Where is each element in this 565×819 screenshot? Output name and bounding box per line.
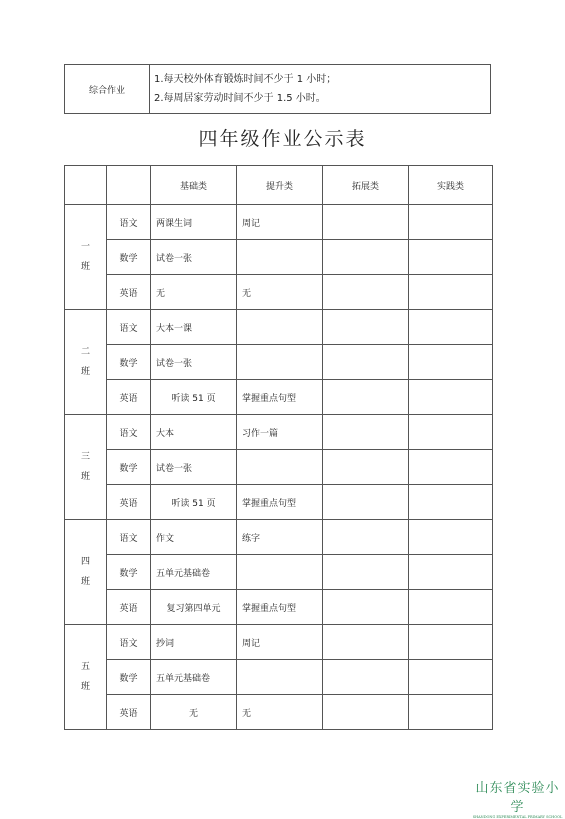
class-name-char: 班 (80, 472, 90, 482)
advance-cell (237, 240, 323, 275)
header-advance: 提升类 (237, 166, 323, 205)
advance-cell (237, 450, 323, 485)
header-extend: 拓展类 (323, 166, 409, 205)
subject-cell: 英语 (107, 275, 151, 310)
comprehensive-content (150, 65, 491, 114)
table-row (65, 485, 493, 520)
practice-cell (409, 695, 493, 730)
comprehensive-homework-table (64, 64, 491, 114)
advance-cell: 习作一篇 (237, 415, 323, 450)
subject-cell: 数学 (107, 660, 151, 695)
practice-cell (409, 205, 493, 240)
practice-cell (409, 415, 493, 450)
basic-cell: 大本 (151, 415, 237, 450)
table-row (65, 415, 493, 450)
basic-cell: 两课生词 (151, 205, 237, 240)
basic-cell: 试卷一张 (151, 450, 237, 485)
extend-cell (323, 590, 409, 625)
basic-cell: 试卷一张 (151, 345, 237, 380)
basic-cell: 作文 (151, 520, 237, 555)
extend-cell (323, 205, 409, 240)
class-name-cell (65, 415, 107, 520)
page-title: 四年级作业公示表 (198, 128, 367, 150)
header-blank-cell (65, 166, 107, 205)
table-row (65, 520, 493, 555)
class-name-char: 班 (80, 577, 90, 587)
table-row (65, 240, 493, 275)
practice-cell (409, 240, 493, 275)
advance-cell: 掌握重点句型 (237, 485, 323, 520)
subject-cell: 英语 (107, 380, 151, 415)
subject-cell: 语文 (107, 415, 151, 450)
table-row (65, 625, 493, 660)
practice-cell (409, 275, 493, 310)
table-row (65, 205, 493, 240)
advance-cell (237, 310, 323, 345)
subject-cell: 数学 (107, 240, 151, 275)
table-row (65, 380, 493, 415)
school-logo (470, 777, 565, 819)
table-row (65, 450, 493, 485)
advance-cell: 无 (237, 695, 323, 730)
table-row (65, 275, 493, 310)
header-blank-cell (107, 166, 151, 205)
practice-cell (409, 450, 493, 485)
school-logo-english: SHANDONG EXPERIMENTAL PRIMARY SCHOOL (472, 815, 563, 819)
advance-cell: 周记 (237, 625, 323, 660)
practice-cell (409, 520, 493, 555)
advance-cell: 周记 (237, 205, 323, 240)
extend-cell (323, 380, 409, 415)
extend-cell (323, 275, 409, 310)
subject-cell: 语文 (107, 310, 151, 345)
basic-cell: 试卷一张 (151, 240, 237, 275)
class-name-cell (65, 205, 107, 310)
table-row (65, 345, 493, 380)
table-row (65, 555, 493, 590)
practice-cell (409, 485, 493, 520)
basic-cell: 复习第四单元 (151, 590, 237, 625)
advance-cell: 掌握重点句型 (237, 590, 323, 625)
extend-cell (323, 310, 409, 345)
advance-cell (237, 345, 323, 380)
subject-cell: 数学 (107, 555, 151, 590)
extend-cell (323, 695, 409, 730)
subject-cell: 数学 (107, 450, 151, 485)
header-practice: 实践类 (409, 166, 493, 205)
subject-cell: 英语 (107, 590, 151, 625)
extend-cell (323, 240, 409, 275)
advance-cell: 无 (237, 275, 323, 310)
basic-cell: 听读 51 页 (151, 380, 237, 415)
extend-cell (323, 555, 409, 590)
table-row (65, 310, 493, 345)
class-name-char: 班 (80, 682, 90, 692)
comprehensive-label: 综合作业 (65, 65, 150, 114)
basic-cell: 五单元基础卷 (151, 660, 237, 695)
table-header-row (65, 166, 493, 205)
comprehensive-line: 1.每天校外体育锻炼时间不少于 1 小时； (154, 74, 337, 85)
advance-cell (237, 555, 323, 590)
extend-cell (323, 450, 409, 485)
advance-cell: 掌握重点句型 (237, 380, 323, 415)
homework-table (64, 165, 493, 730)
basic-cell: 无 (151, 695, 237, 730)
basic-cell: 无 (151, 275, 237, 310)
extend-cell (323, 345, 409, 380)
table-row (65, 695, 493, 730)
comprehensive-line: 2.每周居家劳动时间不少于 1.5 小时。 (154, 93, 326, 104)
practice-cell (409, 625, 493, 660)
practice-cell (409, 345, 493, 380)
class-name-cell (65, 520, 107, 625)
subject-cell: 语文 (107, 625, 151, 660)
header-basic: 基础类 (151, 166, 237, 205)
class-name-char: 班 (80, 262, 90, 272)
advance-cell (237, 660, 323, 695)
subject-cell: 英语 (107, 485, 151, 520)
class-name-char: 四 (80, 557, 90, 567)
practice-cell (409, 380, 493, 415)
class-name-char: 五 (80, 662, 90, 672)
extend-cell (323, 625, 409, 660)
subject-cell: 英语 (107, 695, 151, 730)
class-name-cell (65, 310, 107, 415)
extend-cell (323, 415, 409, 450)
extend-cell (323, 485, 409, 520)
class-name-char: 一 (80, 242, 90, 252)
advance-cell: 练字 (237, 520, 323, 555)
practice-cell (409, 590, 493, 625)
class-name-char: 班 (80, 367, 90, 377)
class-name-char: 三 (80, 452, 90, 462)
extend-cell (323, 520, 409, 555)
subject-cell: 语文 (107, 205, 151, 240)
class-name-cell (65, 625, 107, 730)
practice-cell (409, 310, 493, 345)
table-row (65, 590, 493, 625)
subject-cell: 数学 (107, 345, 151, 380)
subject-cell: 语文 (107, 520, 151, 555)
extend-cell (323, 660, 409, 695)
basic-cell: 听读 51 页 (151, 485, 237, 520)
basic-cell: 五单元基础卷 (151, 555, 237, 590)
basic-cell: 大本一课 (151, 310, 237, 345)
class-name-char: 二 (80, 347, 90, 357)
table-row (65, 660, 493, 695)
school-logo-name: 山东省实验小学 (475, 781, 560, 815)
practice-cell (409, 660, 493, 695)
practice-cell (409, 555, 493, 590)
basic-cell: 抄词 (151, 625, 237, 660)
